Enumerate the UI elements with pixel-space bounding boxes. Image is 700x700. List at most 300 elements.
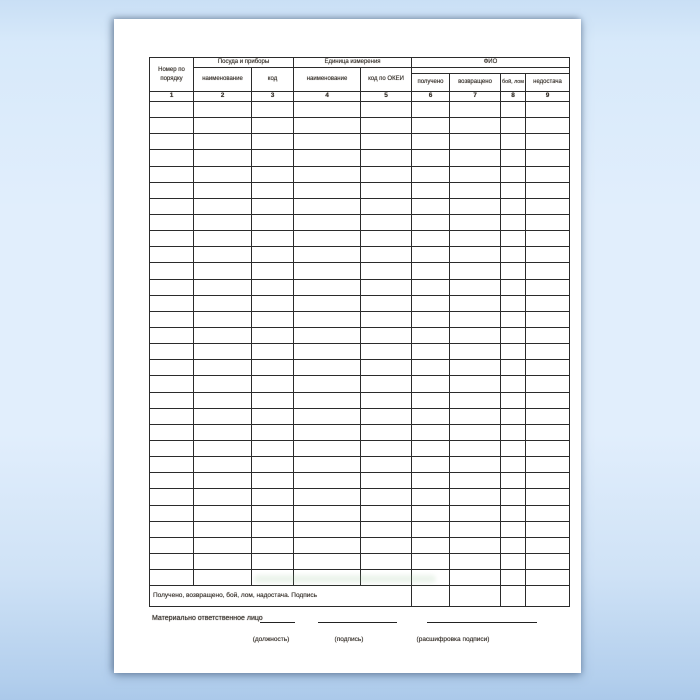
empty-cell — [294, 214, 361, 230]
empty-cell — [526, 537, 570, 553]
empty-cell — [412, 489, 450, 505]
subheader-shortage: недостача — [526, 74, 570, 92]
header-number-column: Номер по порядку — [150, 58, 194, 92]
empty-cell — [252, 360, 294, 376]
empty-cell — [501, 537, 526, 553]
empty-cell — [450, 537, 501, 553]
table-row — [150, 182, 570, 198]
empty-cell — [526, 295, 570, 311]
empty-cell — [294, 392, 361, 408]
empty-cell — [450, 118, 501, 134]
empty-cell — [450, 344, 501, 360]
empty-cell — [450, 327, 501, 343]
empty-cell — [150, 473, 194, 489]
empty-cell — [501, 457, 526, 473]
empty-cell — [294, 279, 361, 295]
empty-cell — [412, 214, 450, 230]
empty-cell — [194, 570, 252, 586]
empty-cell — [361, 360, 412, 376]
table-row — [150, 134, 570, 150]
empty-cell — [412, 344, 450, 360]
empty-cell — [450, 279, 501, 295]
table-row — [150, 392, 570, 408]
empty-cell — [194, 198, 252, 214]
empty-cell — [150, 489, 194, 505]
empty-cell — [450, 570, 501, 586]
subheader-unit-name: наименование — [294, 68, 361, 92]
empty-cell — [194, 489, 252, 505]
signature-caption: (подпись) — [334, 636, 364, 643]
empty-cell — [526, 473, 570, 489]
empty-cell — [150, 521, 194, 537]
empty-cell — [501, 553, 526, 569]
empty-cell — [450, 553, 501, 569]
empty-cell — [150, 247, 194, 263]
empty-cell — [150, 553, 194, 569]
empty-cell — [150, 424, 194, 440]
empty-cell — [361, 150, 412, 166]
header-group-fio: ФИО — [412, 58, 570, 68]
empty-cell — [361, 247, 412, 263]
empty-cell — [252, 440, 294, 456]
empty-cell — [450, 134, 501, 150]
empty-cell — [526, 134, 570, 150]
empty-cell — [252, 247, 294, 263]
empty-cell — [501, 182, 526, 198]
empty-cell — [150, 327, 194, 343]
empty-cell — [361, 392, 412, 408]
position-signature-line — [260, 622, 295, 623]
empty-cell — [194, 150, 252, 166]
empty-cell — [361, 295, 412, 311]
column-number: 6 — [412, 92, 450, 102]
empty-cell — [526, 392, 570, 408]
empty-cell — [252, 473, 294, 489]
empty-cell — [294, 505, 361, 521]
empty-cell — [194, 376, 252, 392]
empty-cell — [294, 440, 361, 456]
empty-cell — [150, 182, 194, 198]
column-number: 8 — [501, 92, 526, 102]
empty-cell — [194, 360, 252, 376]
empty-cell — [526, 263, 570, 279]
empty-cell — [194, 392, 252, 408]
empty-cell — [150, 231, 194, 247]
empty-cell — [501, 166, 526, 182]
empty-cell — [361, 263, 412, 279]
empty-cell — [150, 505, 194, 521]
empty-cell — [450, 150, 501, 166]
table-row — [150, 311, 570, 327]
empty-cell — [150, 263, 194, 279]
empty-cell — [450, 166, 501, 182]
empty-cell — [412, 295, 450, 311]
empty-cell — [412, 424, 450, 440]
summary-cell-shortage — [526, 586, 570, 607]
empty-cell — [450, 424, 501, 440]
empty-cell — [412, 473, 450, 489]
empty-cell — [412, 198, 450, 214]
empty-cell — [150, 311, 194, 327]
summary-row — [150, 586, 570, 607]
empty-cell — [194, 134, 252, 150]
empty-cell — [501, 360, 526, 376]
empty-cell — [294, 247, 361, 263]
empty-cell — [501, 231, 526, 247]
empty-cell — [412, 118, 450, 134]
empty-cell — [412, 553, 450, 569]
summary-cell-broken — [501, 586, 526, 607]
table-row — [150, 440, 570, 456]
subheader-returned: возвращено — [450, 74, 501, 92]
empty-cell — [501, 344, 526, 360]
column-number: 2 — [194, 92, 252, 102]
table-row — [150, 102, 570, 118]
empty-cell — [252, 521, 294, 537]
empty-cell — [526, 102, 570, 118]
empty-cell — [294, 311, 361, 327]
empty-cell — [252, 295, 294, 311]
empty-cell — [252, 505, 294, 521]
empty-cell — [361, 473, 412, 489]
empty-cell — [294, 150, 361, 166]
empty-cell — [361, 118, 412, 134]
empty-cell — [412, 231, 450, 247]
empty-cell — [450, 408, 501, 424]
column-number: 1 — [150, 92, 194, 102]
empty-cell — [501, 392, 526, 408]
empty-cell — [252, 553, 294, 569]
empty-cell — [450, 392, 501, 408]
empty-cell — [526, 376, 570, 392]
empty-cell — [294, 327, 361, 343]
empty-cell — [150, 214, 194, 230]
empty-cell — [361, 537, 412, 553]
empty-cell — [501, 424, 526, 440]
table-row — [150, 166, 570, 182]
empty-cell — [252, 263, 294, 279]
empty-cell — [252, 424, 294, 440]
empty-cell — [412, 182, 450, 198]
empty-cell — [150, 134, 194, 150]
empty-cell — [194, 473, 252, 489]
empty-cell — [294, 457, 361, 473]
empty-cell — [294, 231, 361, 247]
empty-cell — [412, 166, 450, 182]
empty-cell — [150, 198, 194, 214]
empty-cell — [294, 537, 361, 553]
empty-cell — [361, 521, 412, 537]
subheader-broken: бой, лом — [501, 74, 526, 92]
empty-cell — [294, 182, 361, 198]
empty-cell — [194, 424, 252, 440]
empty-cell — [361, 327, 412, 343]
empty-cell — [252, 118, 294, 134]
empty-cell — [501, 505, 526, 521]
empty-cell — [361, 505, 412, 521]
empty-cell — [412, 521, 450, 537]
empty-cell — [450, 360, 501, 376]
empty-cell — [526, 360, 570, 376]
table-row — [150, 247, 570, 263]
empty-cell — [412, 457, 450, 473]
table-row — [150, 424, 570, 440]
empty-cell — [294, 102, 361, 118]
empty-cell — [194, 457, 252, 473]
empty-cell — [412, 150, 450, 166]
empty-cell — [361, 279, 412, 295]
empty-cell — [150, 279, 194, 295]
empty-cell — [194, 231, 252, 247]
empty-cell — [412, 327, 450, 343]
empty-cell — [150, 440, 194, 456]
empty-cell — [194, 279, 252, 295]
summary-text: Получено, возвращено, бой, лом, надостача. Подпись — [150, 586, 412, 607]
table-row — [150, 263, 570, 279]
empty-cell — [526, 424, 570, 440]
empty-cell — [361, 214, 412, 230]
empty-cell — [450, 489, 501, 505]
table-row — [150, 376, 570, 392]
column-number: 7 — [450, 92, 501, 102]
empty-cell — [501, 521, 526, 537]
table-row — [150, 408, 570, 424]
empty-cell — [252, 457, 294, 473]
document-page — [114, 19, 581, 673]
table-row — [150, 521, 570, 537]
empty-cell — [294, 344, 361, 360]
empty-cell — [450, 231, 501, 247]
empty-cell — [294, 360, 361, 376]
empty-cell — [252, 327, 294, 343]
empty-cell — [412, 360, 450, 376]
empty-cell — [150, 570, 194, 586]
empty-cell — [252, 182, 294, 198]
empty-cell — [361, 457, 412, 473]
subheader-dish-name: наименование — [194, 68, 252, 92]
empty-cell — [150, 102, 194, 118]
empty-cell — [294, 489, 361, 505]
empty-cell — [361, 231, 412, 247]
empty-cell — [526, 311, 570, 327]
column-number: 3 — [252, 92, 294, 102]
empty-cell — [501, 473, 526, 489]
empty-cell — [501, 198, 526, 214]
empty-cell — [194, 102, 252, 118]
empty-cell — [252, 489, 294, 505]
subheader-unit-okei: код по ОКЕИ — [361, 68, 412, 92]
empty-cell — [526, 214, 570, 230]
empty-cell — [194, 537, 252, 553]
table-row — [150, 553, 570, 569]
empty-cell — [526, 166, 570, 182]
subheader-dish-code: код — [252, 68, 294, 92]
column-number: 5 — [361, 92, 412, 102]
empty-cell — [526, 570, 570, 586]
empty-cell — [450, 473, 501, 489]
empty-cell — [526, 553, 570, 569]
empty-cell — [361, 311, 412, 327]
empty-cell — [150, 118, 194, 134]
empty-cell — [526, 408, 570, 424]
empty-cell — [194, 214, 252, 230]
empty-cell — [252, 166, 294, 182]
empty-cell — [194, 344, 252, 360]
empty-cell — [412, 440, 450, 456]
empty-cell — [450, 247, 501, 263]
watermark-smudge — [254, 575, 436, 583]
empty-cell — [526, 279, 570, 295]
table-row — [150, 505, 570, 521]
empty-cell — [252, 150, 294, 166]
table-row — [150, 537, 570, 553]
empty-cell — [450, 214, 501, 230]
table-row — [150, 344, 570, 360]
empty-cell — [361, 376, 412, 392]
transcript-caption: (расшифровка подписи) — [416, 636, 490, 643]
empty-cell — [501, 327, 526, 343]
empty-cell — [150, 376, 194, 392]
summary-cell-received — [412, 586, 450, 607]
empty-cell — [150, 344, 194, 360]
empty-cell — [501, 408, 526, 424]
responsible-person-label: Материально ответственное лицо — [152, 615, 263, 622]
empty-cell — [526, 489, 570, 505]
empty-cell — [294, 198, 361, 214]
empty-cell — [501, 440, 526, 456]
empty-cell — [294, 295, 361, 311]
empty-cell — [150, 150, 194, 166]
empty-cell — [194, 295, 252, 311]
empty-cell — [412, 102, 450, 118]
empty-cell — [501, 150, 526, 166]
empty-cell — [361, 408, 412, 424]
empty-cell — [252, 408, 294, 424]
empty-cell — [412, 279, 450, 295]
empty-cell — [294, 521, 361, 537]
empty-cell — [526, 247, 570, 263]
empty-cell — [501, 214, 526, 230]
empty-cell — [194, 553, 252, 569]
empty-cell — [294, 553, 361, 569]
summary-cell-returned — [450, 586, 501, 607]
empty-cell — [501, 279, 526, 295]
empty-cell — [450, 521, 501, 537]
empty-cell — [412, 134, 450, 150]
empty-cell — [501, 102, 526, 118]
empty-cell — [526, 198, 570, 214]
empty-cell — [150, 360, 194, 376]
empty-cell — [526, 457, 570, 473]
empty-cell — [361, 182, 412, 198]
empty-cell — [501, 263, 526, 279]
empty-cell — [450, 295, 501, 311]
empty-cell — [194, 182, 252, 198]
empty-cell — [501, 295, 526, 311]
empty-cell — [526, 505, 570, 521]
empty-cell — [252, 537, 294, 553]
table-row — [150, 214, 570, 230]
empty-cell — [294, 473, 361, 489]
empty-cell — [450, 505, 501, 521]
empty-cell — [252, 134, 294, 150]
inventory-form-table — [149, 57, 570, 607]
empty-cell — [412, 263, 450, 279]
empty-cell — [412, 537, 450, 553]
empty-cell — [194, 521, 252, 537]
header-group-row — [150, 58, 570, 68]
empty-cell — [361, 102, 412, 118]
table-row — [150, 295, 570, 311]
empty-cell — [501, 489, 526, 505]
empty-cell — [450, 311, 501, 327]
table-row — [150, 327, 570, 343]
header-group-unit: Единица измерения — [294, 58, 412, 68]
subheader-received: получено — [412, 74, 450, 92]
empty-cell — [194, 263, 252, 279]
empty-cell — [294, 166, 361, 182]
empty-cell — [501, 570, 526, 586]
table-row — [150, 473, 570, 489]
empty-cell — [450, 198, 501, 214]
empty-cell — [526, 344, 570, 360]
empty-cell — [252, 231, 294, 247]
empty-cell — [294, 408, 361, 424]
empty-cell — [526, 231, 570, 247]
empty-cell — [412, 408, 450, 424]
empty-cell — [450, 457, 501, 473]
empty-cell — [194, 408, 252, 424]
empty-cell — [526, 440, 570, 456]
empty-cell — [412, 505, 450, 521]
table-row — [150, 198, 570, 214]
empty-cell — [150, 457, 194, 473]
column-number: 4 — [294, 92, 361, 102]
empty-cell — [294, 376, 361, 392]
empty-cell — [194, 247, 252, 263]
empty-cell — [252, 214, 294, 230]
empty-cell — [412, 376, 450, 392]
empty-cell — [194, 440, 252, 456]
table-row — [150, 118, 570, 134]
position-caption: (должность) — [252, 636, 290, 643]
empty-cell — [450, 440, 501, 456]
empty-cell — [361, 166, 412, 182]
empty-cell — [150, 392, 194, 408]
empty-cell — [412, 392, 450, 408]
empty-cell — [194, 311, 252, 327]
empty-cell — [526, 521, 570, 537]
empty-cell — [450, 376, 501, 392]
empty-cell — [294, 118, 361, 134]
empty-cell — [194, 166, 252, 182]
table-row — [150, 457, 570, 473]
empty-cell — [450, 182, 501, 198]
empty-cell — [252, 392, 294, 408]
empty-cell — [294, 134, 361, 150]
empty-cell — [252, 344, 294, 360]
empty-cell — [294, 263, 361, 279]
empty-cell — [194, 118, 252, 134]
empty-cell — [361, 424, 412, 440]
empty-cell — [252, 279, 294, 295]
table-row — [150, 150, 570, 166]
empty-cell — [501, 376, 526, 392]
empty-cell — [252, 376, 294, 392]
empty-cell — [150, 537, 194, 553]
empty-cell — [150, 295, 194, 311]
signature-transcript-line — [427, 622, 537, 623]
